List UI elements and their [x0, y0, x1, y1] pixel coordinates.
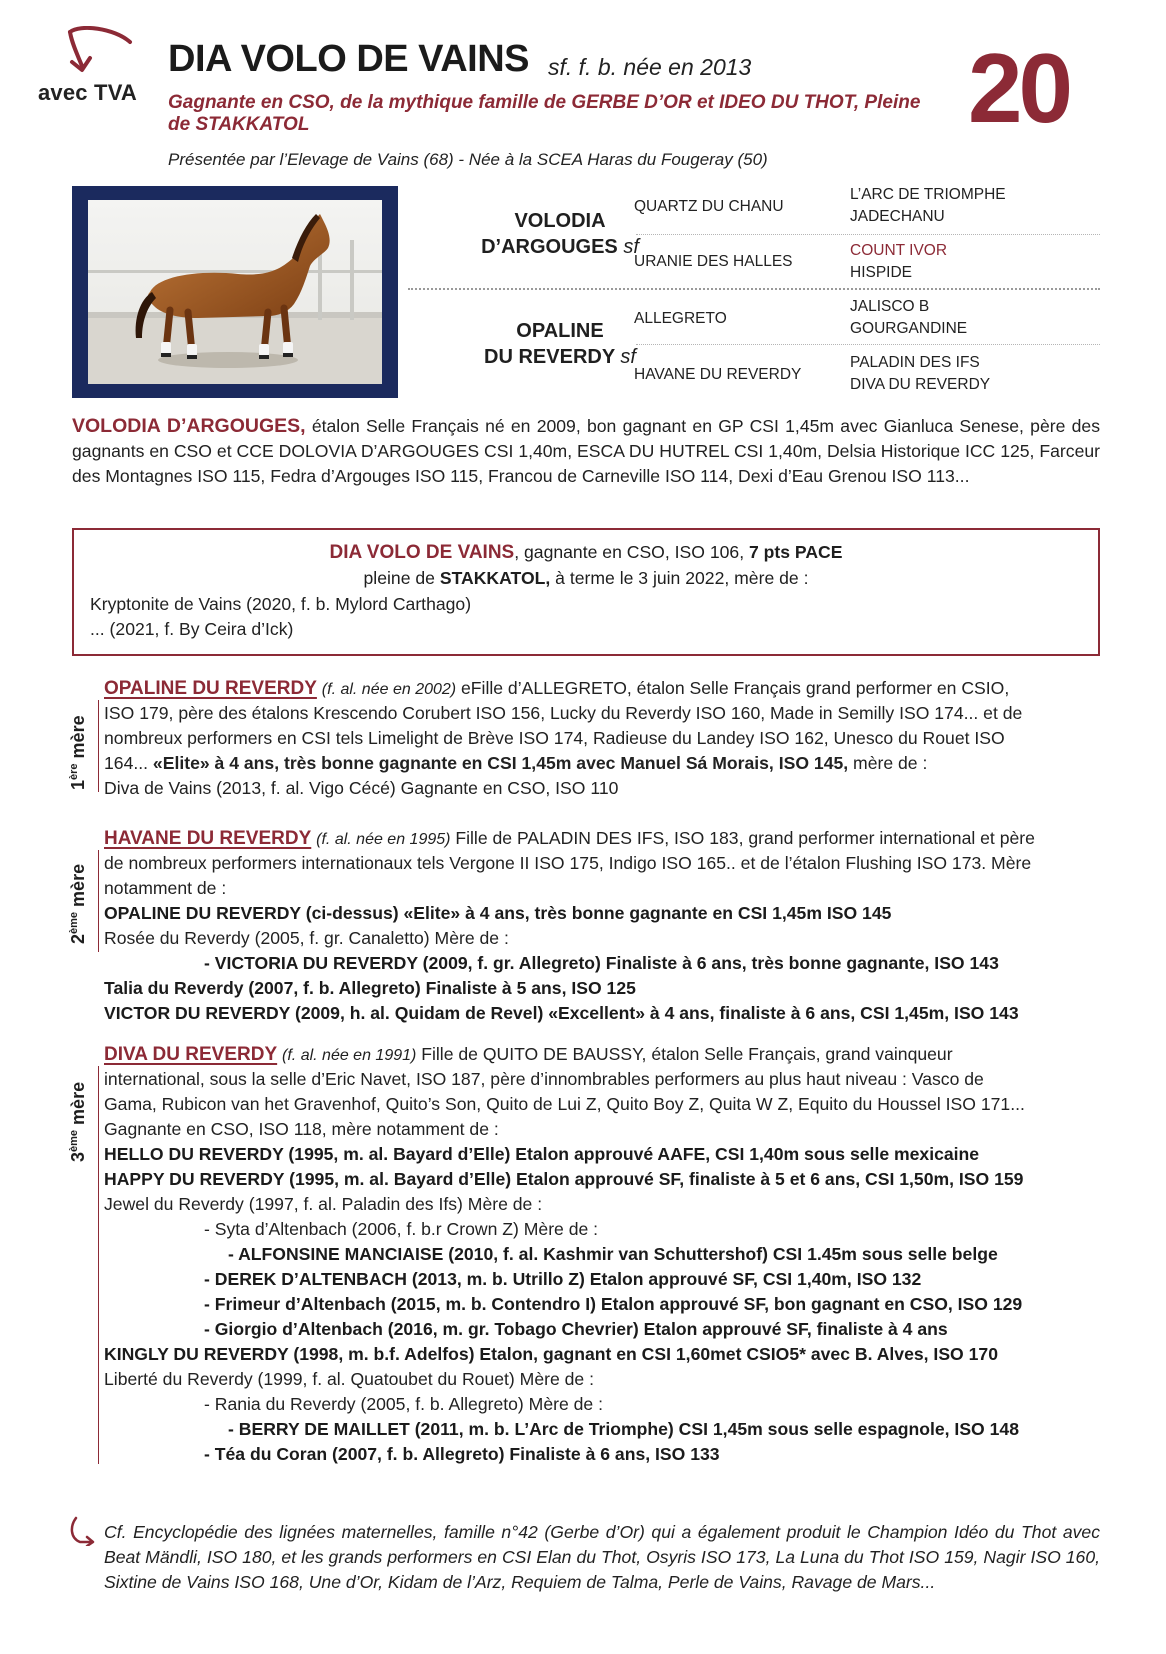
dam1-line1: OPALINE DU REVERDY (f. al. née en 2002) eFille d’ALLEGRETO, étalon Selle Français grand performer en CSIO,: [104, 678, 1010, 699]
dam3-line7: Jewel du Reverdy (1997, f. al. Paladin des Ifs) Mère de :: [104, 1194, 543, 1214]
box-pace: 7 pts PACE: [748, 542, 843, 562]
dam3-line11: - Frimeur d’Altenbach (2015, m. b. Contendro I) Etalon approuvé SF, bon gagnant en CSO, ISO 129: [204, 1294, 1023, 1314]
sire-dam: URANIE DES HALLES: [634, 253, 793, 270]
dam2-line2: de nombreux performers internationaux tels Vergone II ISO 175, Indigo ISO 165.. et de l’étalon Flushing ISO 173. Mère: [104, 853, 1032, 873]
dam2-line3: notamment de :: [104, 878, 227, 898]
pedigree-divider: [636, 344, 1100, 345]
footnote: Cf. Encyclopédie des lignées maternelles, famille n°42 (Gerbe d’Or) qui a également produit le Champion Idéo du Thot avec Beat Mändli, ISO 180, et les grands performers en CSI Elan du Thot, Osyris ISO 173, La Luna du Thot ISO 159, Nagir ISO 160, Sixtine de Vains ISO 168, Une d’Or, Kidam de l’Arz, Requiem de Talma, Perle de Vains, Ravage de Mars...: [104, 1522, 1100, 1593]
pedigree-divider: [636, 234, 1100, 235]
dam2-name: HAVANE DU REVERDY: [104, 828, 312, 849]
dam3-line9: - ALFONSINE MANCIAISE (2010, f. al. Kashmir van Schuttershof) CSI 1.45m sous selle belge: [228, 1244, 998, 1264]
dam3-line14: Liberté du Reverdy (1999, f. al. Quatoubet du Rouet) Mère de :: [104, 1369, 594, 1389]
box-line1-text: , gagnante en CSO, ISO 106,: [514, 542, 749, 562]
pedigree-granddams-top: [850, 240, 947, 284]
dam3-line3: Gama, Rubicon van het Gravenhof, Quito’s Son, Quito de Lui Z, Quito Boy Z, Quita W Z, Equito du Houssel ISO 171...: [104, 1094, 1025, 1114]
dam3-desc: (f. al. née en 1991): [282, 1047, 417, 1064]
box-stakkatol: STAKKATOL,: [439, 568, 551, 588]
headline: Gagnante en CSO, de la mythique famille de GERBE D’OR et IDEO DU THOT, Pleine de STAKKATOL: [168, 92, 921, 135]
box-line2-pre: pleine de: [363, 568, 440, 588]
horse-description: sf. f. b. née en 2013: [548, 54, 752, 80]
dam3-line6: HAPPY DU REVERDY (1995, m. al. Bayard d’Elle) Etalon approuvé SF, finaliste à 5 et 6 ans, CSI 1,50m, ISO 159: [104, 1169, 1024, 1189]
dam1-line5: Diva de Vains (2013, f. al. Vigo Cécé) Gagnante en CSO, ISO 110: [104, 778, 619, 798]
dam3-line4: Gagnante en CSO, ISO 118, mère notamment de :: [104, 1119, 499, 1139]
dam-name-line1: OPALINE: [516, 320, 604, 342]
dam2-desc: (f. al. née en 1995): [316, 831, 451, 848]
dam-name-line2: DU REVERDY: [484, 346, 615, 368]
dam-breed: sf: [620, 346, 636, 368]
dam3-line13: KINGLY DU REVERDY (1998, m. b.f. Adelfos) Etalon, gagnant en CSI 1,60met CSIO5* avec B. Alves, ISO 170: [104, 1344, 998, 1364]
dam2-side-label: 2ème mère: [68, 863, 88, 944]
dam3-line2: international, sous la selle d’Eric Navet, ISO 187, père d’innombrables performers au plus haut niveau : Vasco de: [104, 1069, 984, 1089]
dam-sire-dam: GOURGANDINE: [850, 320, 968, 337]
dam3-line5: HELLO DU REVERDY (1995, m. al. Bayard d’Elle) Etalon approuvé AAFE, CSI 1,40m sous selle mexicaine: [104, 1144, 980, 1164]
dam3-side-label: 3ème mère: [68, 1081, 88, 1162]
curved-arrow-icon: [62, 26, 138, 76]
dam2-line4: OPALINE DU REVERDY (ci-dessus) «Elite» à 4 ans, très bonne gagnante en CSI 1,45m ISO 145: [104, 903, 892, 923]
dam1-name: OPALINE DU REVERDY: [104, 678, 317, 699]
box-line1: [72, 540, 1100, 565]
dam-dam: HAVANE DU REVERDY: [634, 366, 802, 383]
sire-para-text: étalon Selle Français né en 2009, bon gagnant en GP CSI 1,45m avec Gianluca Senese, père des gagnants en CSO et CCE DOLOVIA D’ARGOUGES CSI 1,40m, ESCA DU HUTREL CSI 1,40m, Delsia Historique ICC 125, Farceur des Montagnes ISO 115, Fedra d’Argouges ISO 115, Francou de Carneville ISO 114, Dexi d’Eau Grenou ISO 113...: [72, 416, 1100, 487]
dam1-vertical-rule: [98, 700, 99, 792]
vat-label: avec TVA: [38, 80, 138, 105]
pedigree-granddams-bottom: [850, 352, 990, 396]
dam1-line3: nombreux performers en CSI tels Limelight de Brève ISO 174, Radieuse du Landey ISO 162, Unesco du Rouet ISO: [104, 728, 1005, 748]
dam3-line8: - Syta d’Altenbach (2006, f. b.r Crown Z) Mère de :: [204, 1219, 599, 1239]
dam2-vertical-rule: [98, 850, 99, 952]
horse-image: [88, 200, 382, 384]
dam1-line4: 164... «Elite» à 4 ans, très bonne gagnante en CSI 1,45m avec Manuel Sá Morais, ISO 145, mère de :: [104, 753, 928, 773]
dam2-line7: Talia du Reverdy (2007, f. b. Allegreto) Finaliste à 5 ans, ISO 125: [104, 978, 636, 998]
sire-name-line1: VOLODIA: [514, 210, 606, 232]
dam2-line1: HAVANE DU REVERDY (f. al. née en 1995) Fille de PALADIN DES IFS, ISO 183, grand performer international et père: [104, 828, 1035, 849]
horse-name: DIA VOLO DE VAINS: [168, 38, 529, 80]
horse-photo: [72, 186, 398, 398]
dam1-line2: ISO 179, père des étalons Krescendo Corubert ISO 156, Lucky du Reverdy ISO 160, Made in Semilly ISO 174... et de: [104, 703, 1023, 723]
sire-sire: QUARTZ DU CHANU: [634, 198, 784, 215]
box-line4: ... (2021, f. By Ceira d’Ick): [90, 619, 294, 639]
box-line3: Kryptonite de Vains (2020, f. b. Mylord Carthago): [90, 594, 472, 614]
sire-paragraph: [72, 414, 1100, 490]
dam3-line10: - DEREK D’ALTENBACH (2013, m. b. Utrillo Z) Etalon approuvé SF, CSI 1,40m, ISO 132: [204, 1269, 922, 1289]
dam2-line8: VICTOR DU REVERDY (2009, h. al. Quidam de Revel) «Excellent» à 4 ans, finaliste à 6 ans, CSI 1,45m, ISO 143: [104, 1003, 1019, 1023]
dam1-desc: (f. al. née en 2002): [321, 681, 457, 698]
dam-dam-sire: PALADIN DES IFS: [850, 354, 980, 371]
dam3-line16: - BERRY DE MAILLET (2011, m. b. L’Arc de Triomphe) CSI 1,45m sous selle espagnole, ISO 148: [228, 1419, 1019, 1439]
dam2-line6: - VICTORIA DU REVERDY (2009, f. gr. Allegreto) Finaliste à 6 ans, très bonne gagnante, ISO 143: [204, 953, 999, 973]
dam3-line17: - Téa du Coran (2007, f. b. Allegreto) Finaliste à 6 ans, ISO 133: [204, 1444, 720, 1464]
presented-by: Présentée par l’Elevage de Vains (68) - Née à la SCEA Haras du Fougeray (50): [168, 150, 768, 169]
dam3-line1: DIVA DU REVERDY (f. al. née en 1991) Fille de QUITO DE BAUSSY, étalon Selle Français, grand vainqueur: [104, 1044, 953, 1065]
box-line2-post: à terme le 3 juin 2022, mère de :: [550, 568, 809, 588]
pedigree-grandsires-top: [850, 184, 1006, 228]
sire-sire-dam: JADECHANU: [850, 208, 945, 225]
return-arrow-icon: [68, 1516, 96, 1546]
dam-dam-dam: DIVA DU REVERDY: [850, 376, 991, 393]
dam3-name: DIVA DU REVERDY: [104, 1044, 278, 1065]
sire-breed: sf: [623, 236, 639, 258]
pedigree-divider-main: [408, 288, 1100, 290]
box-horse-name: DIA VOLO DE VAINS: [329, 542, 515, 563]
sire-dam-sire: COUNT IVOR: [850, 242, 948, 259]
dam3-vertical-rule: [98, 1066, 99, 1464]
dam-sire: ALLEGRETO: [634, 310, 727, 327]
dam3-line12: - Giorgio d’Altenbach (2016, m. gr. Tobago Chevrier) Etalon approuvé SF, finaliste à 4 ans: [204, 1319, 948, 1339]
pedigree-grandsires-bottom: [850, 296, 967, 340]
lot-number: 20: [968, 33, 1070, 143]
dam2-line5: Rosée du Reverdy (2005, f. gr. Canaletto) Mère de :: [104, 928, 509, 948]
sire-dam-dam: HISPIDE: [850, 264, 913, 281]
sire-sire-sire: L’ARC DE TRIOMPHE: [850, 186, 1006, 203]
sire-name-line2: D’ARGOUGES: [481, 236, 618, 258]
dam3-line15: - Rania du Reverdy (2005, f. b. Allegreto) Mère de :: [204, 1394, 603, 1414]
dam-sire-sire: JALISCO B: [850, 298, 930, 315]
dam1-side-label: 1ère mère: [68, 715, 88, 790]
box-line2: [72, 566, 1100, 591]
sire-para-name: VOLODIA D’ARGOUGES,: [72, 415, 306, 437]
